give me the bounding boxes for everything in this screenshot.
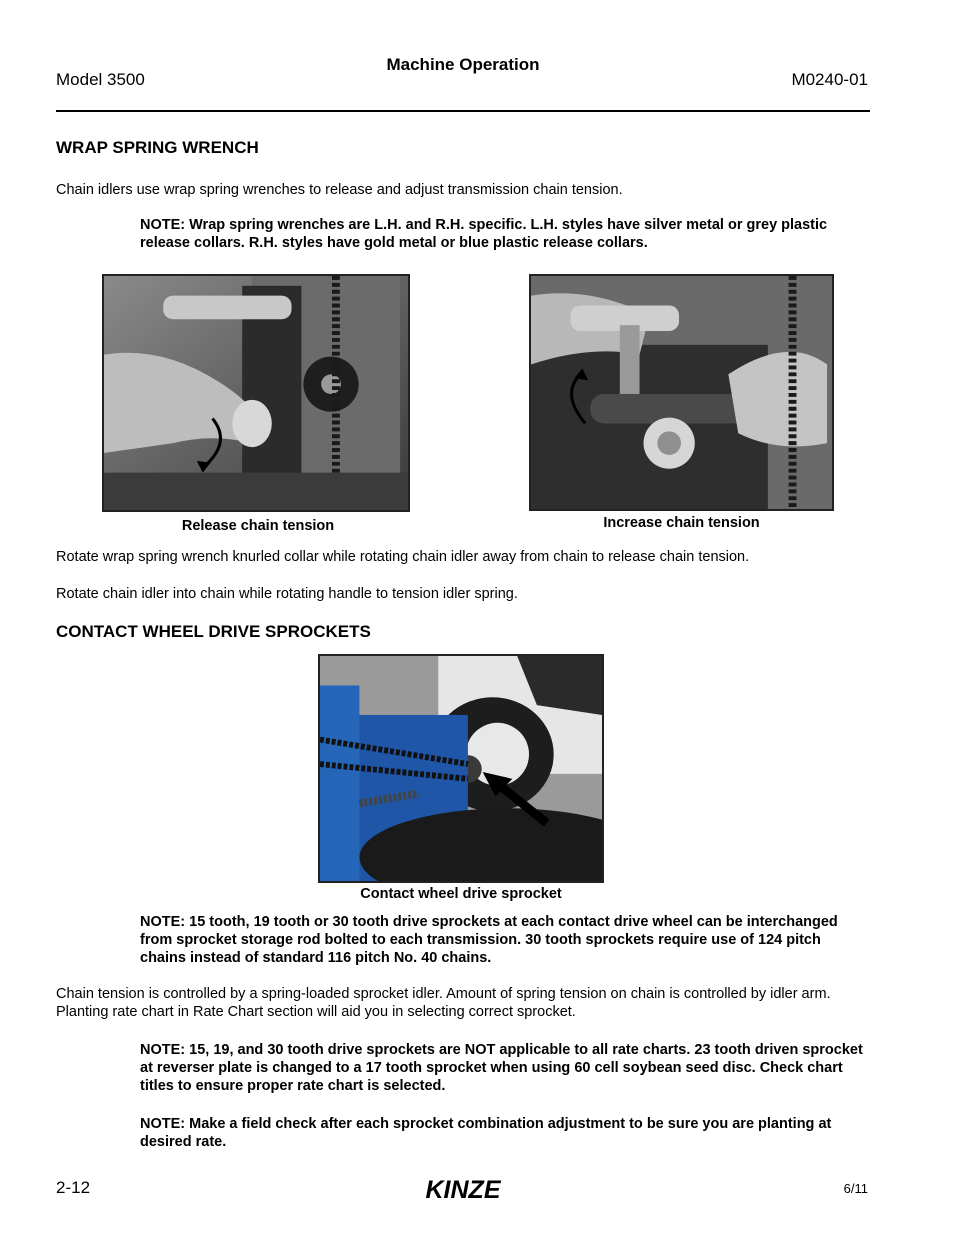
footer-date: 6/11 bbox=[843, 1181, 868, 1196]
paragraph-tension-spring: Rotate chain idler into chain while rotating handle to tension idler spring. bbox=[56, 586, 518, 602]
photo-contact-wheel-drive-sprocket bbox=[318, 654, 604, 883]
caption-increase-chain-tension: Increase chain tension bbox=[603, 515, 760, 531]
caption-release-chain-tension: Release chain tension bbox=[181, 518, 335, 534]
heading-contact-wheel-drive-sprockets: CONTACT WHEEL DRIVE SPROCKETS bbox=[56, 622, 371, 641]
header-model: Model 3500 bbox=[56, 70, 145, 89]
header-section-title: Machine Operation bbox=[386, 55, 540, 74]
caption-contact-wheel-drive-sprocket: Contact wheel drive sprocket bbox=[360, 886, 562, 902]
intro-paragraph: Chain idlers use wrap spring wrenches to release and adjust transmission chain tension. bbox=[56, 182, 623, 198]
heading-wrap-spring-wrench: WRAP SPRING WRENCH bbox=[56, 138, 259, 157]
footer-page-number: 2-12 bbox=[56, 1178, 91, 1197]
paragraph-chain-tension: Chain tension is controlled by a spring-loaded sprocket idler. Amount of spring tension on chain is controlled by idler arm. Planting rate chart in Rate Chart section will aid you in selecting correct sprocket. bbox=[56, 986, 831, 1020]
header-doc-number: M0240-01 bbox=[791, 70, 868, 89]
note-rate-charts: NOTE: 15, 19, and 30 tooth drive sprockets are NOT applicable to all rate charts. 23 tooth driven sprocket at reverser plate is changed to a 17 tooth sprocket when using 60 cell soybean seed disc. Check chart titles to ensure proper rate chart is selected. bbox=[140, 1042, 863, 1094]
header-rule bbox=[56, 110, 870, 112]
kinze-logo-text: KINZE bbox=[425, 1176, 501, 1204]
note-wrench-specific: NOTE: Wrap spring wrenches are L.H. and R.H. specific. L.H. styles have silver metal or grey plastic release collars. R.H. styles have gold metal or blue plastic release collars. bbox=[140, 217, 828, 251]
photo-release-chain-tension bbox=[102, 274, 410, 512]
paragraph-release-tension: Rotate wrap spring wrench knurled collar while rotating chain idler away from chain to release chain tension. bbox=[56, 549, 750, 565]
kinze-logo bbox=[404, 1176, 522, 1204]
note-field-check: NOTE: Make a field check after each sprocket combination adjustment to be sure you are planting at desired rate. bbox=[140, 1116, 832, 1150]
note-drive-sprockets: NOTE: 15 tooth, 19 tooth or 30 tooth drive sprockets at each contact drive wheel can be interchanged from sprocket storage rod bolted to each transmission. 30 tooth sprockets require use of 124 pitch chains instead of standard 116 pitch No. 40 chains. bbox=[140, 914, 838, 966]
photo-increase-chain-tension bbox=[529, 274, 834, 511]
